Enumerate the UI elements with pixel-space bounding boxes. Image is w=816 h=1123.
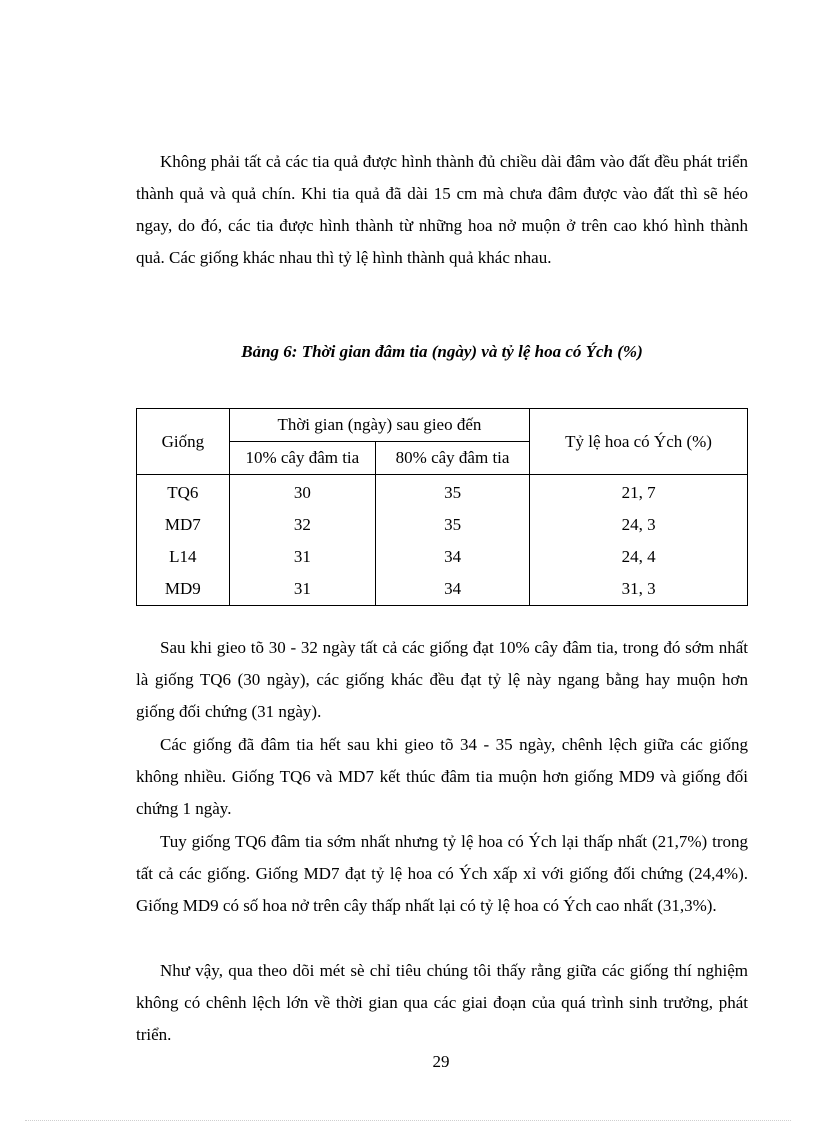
cell-80pct: 34 — [375, 573, 529, 606]
table-row — [137, 541, 748, 573]
pegging-time-table — [136, 408, 748, 606]
paragraph-fruit-formation: Không phải tất cả các tia quả được hình thành đủ chiều dài đâm vào đất đều phát triển thành quả và quả chín. Khi tia quả đã dài 15 cm mà chưa đâm được vào đất thì sẽ héo ngay, do đó, các tia được hình thành từ những hoa nở muộn ở trên cao khó hình thành quả. Các giống khác nhau thì tỷ lệ hình thành quả khác nhau. — [136, 152, 748, 267]
cell-variety: TQ6 — [137, 475, 230, 510]
header-10pct-pegging: 10% cây đâm tia — [229, 442, 375, 475]
paragraph-pegging-end: Các giống đã đâm tia hết sau khi gieo tõ 34 - 35 ngày, chênh lệch giữa các giống không nhiều. Giống TQ6 và MD7 kết thúc đâm tia muộn hơn giống MD9 và giống đối chứng 1 ngày. — [136, 735, 748, 818]
cell-10pct: 30 — [229, 475, 375, 510]
table-row — [137, 573, 748, 606]
cell-variety: MD7 — [137, 509, 230, 541]
cell-variety: MD9 — [137, 573, 230, 606]
page-footer-divider — [25, 1120, 791, 1121]
paragraph-pegging-start: Sau khi gieo tõ 30 - 32 ngày tất cả các giống đạt 10% cây đâm tia, trong đó sớm nhất là giống TQ6 (30 ngày), các giống khác đều đạt tỷ lệ này ngang bằng hay muộn hơn giống đối chứng (31 ngày). — [136, 638, 748, 721]
cell-rate: 21, 7 — [530, 475, 748, 510]
paragraph-conclusion: Như vậy, qua theo dõi mét sè chỉ tiêu chúng tôi thấy rằng giữa các giống thí nghiệm không có chênh lệch lớn về thời gian qua các giai đoạn của quá trình sinh trưởng, phát triển. — [136, 961, 748, 1044]
table-row — [137, 509, 748, 541]
cell-10pct: 31 — [229, 573, 375, 606]
page-number: 29 — [432, 1052, 450, 1071]
header-time-group: Thời gian (ngày) sau gieo đến — [229, 409, 529, 442]
cell-rate: 31, 3 — [530, 573, 748, 606]
cell-rate: 24, 4 — [530, 541, 748, 573]
paragraph-useful-flower-rate: Tuy giống TQ6 đâm tia sớm nhất nhưng tỷ lệ hoa có Ých lại thấp nhất (21,7%) trong tất cả các giống. Giống MD7 đạt tỷ lệ hoa có Ých xấp xỉ với giống đối chứng (24,4%). Giống MD9 có số hoa nở trên cây thấp nhất lại có tỷ lệ hoa có Ých cao nhất (31,3%). — [136, 832, 748, 915]
cell-80pct: 35 — [375, 475, 529, 510]
table-caption: Bảng 6: Thời gian đâm tia (ngày) và tỷ lệ hoa có Ých (%) — [241, 342, 643, 361]
cell-10pct: 32 — [229, 509, 375, 541]
table-row — [137, 475, 748, 510]
cell-variety: L14 — [137, 541, 230, 573]
header-variety: Giống — [137, 409, 230, 475]
cell-80pct: 35 — [375, 509, 529, 541]
cell-80pct: 34 — [375, 541, 529, 573]
table-header-row — [137, 409, 748, 442]
cell-10pct: 31 — [229, 541, 375, 573]
header-useful-flower-rate: Tỷ lệ hoa có Ých (%) — [530, 409, 748, 475]
cell-rate: 24, 3 — [530, 509, 748, 541]
header-80pct-pegging: 80% cây đâm tia — [375, 442, 529, 475]
